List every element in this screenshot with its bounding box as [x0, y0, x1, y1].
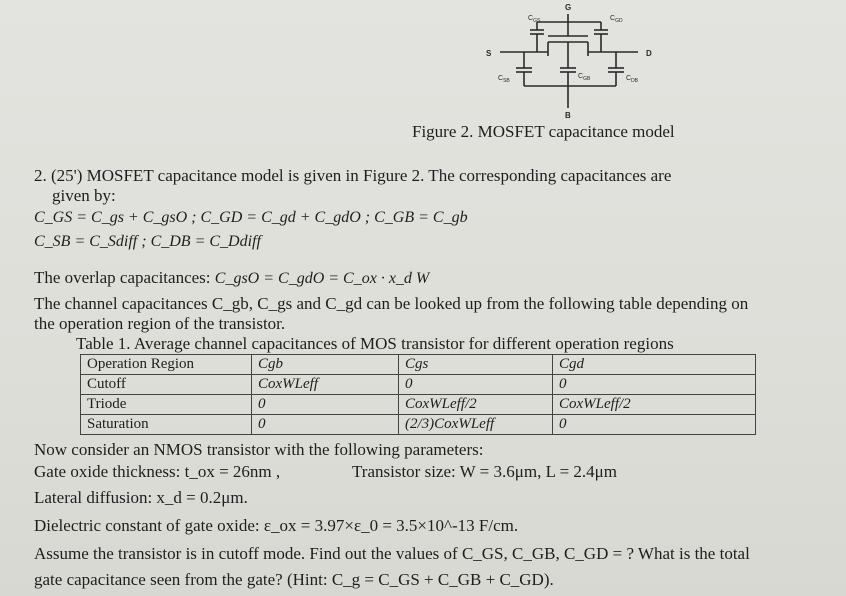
figure-caption: Figure 2. MOSFET capacitance model	[412, 122, 675, 141]
table-title: Table 1. Average channel capacitances of MOS transistor for different operation regions	[76, 334, 674, 353]
equation-junction-caps: C_SB = C_Sdiff ; C_DB = C_Ddiff	[34, 233, 261, 250]
table-cell: Triode	[81, 395, 252, 415]
overlap-equation: C_gsO = C_gdO = C_ox · x_d W	[214, 270, 430, 287]
cgd-label-sub: GD	[615, 18, 623, 24]
table-header-cell: Operation Region	[81, 355, 252, 375]
cgb-label: C	[578, 73, 584, 80]
cdb-label: C	[626, 75, 632, 82]
param-lateral-diffusion: Lateral diffusion: x_d = 0.2μm.	[34, 488, 248, 507]
svg-text:CGD	[610, 15, 623, 24]
param-dielectric: Dielectric constant of gate oxide: ε_ox = 3.97×ε_0 = 3.5×10^-13 F/cm.	[34, 516, 519, 535]
question-assume: Assume the transistor is in cutoff mode. Find out the values of C_GS, C_GB, C_GD = ? What is the total	[34, 544, 750, 563]
table-header-cell: Cgd	[553, 355, 756, 375]
table-row	[81, 395, 756, 415]
table-row	[81, 415, 756, 435]
channel-text-line2: the operation region of the transistor.	[34, 314, 286, 333]
table-cell: (2/3)CoxWLeff	[399, 415, 553, 435]
svg-text:CGB	[578, 73, 591, 82]
table-cell: CoxWLeff/2	[399, 395, 553, 415]
csb-label: C	[498, 75, 504, 82]
table-cell: Cutoff	[81, 375, 252, 395]
cgd-label: C	[610, 15, 616, 22]
table-header-row	[81, 355, 756, 375]
overlap-label-text: The overlap capacitances:	[34, 268, 211, 287]
svg-text:CGS	[528, 15, 541, 24]
svg-text:CDB	[626, 75, 639, 84]
mosfet-capacitance-diagram	[470, 0, 690, 124]
drain-label: D	[646, 49, 652, 58]
cgs-label: C	[528, 15, 534, 22]
source-label: S	[486, 49, 492, 58]
question-text-line1: 2. (25') MOSFET capacitance model is given in Figure 2. The corresponding capacitances are	[34, 166, 672, 185]
param-transistor-size: Transistor size: W = 3.6μm, L = 2.4μm	[352, 462, 618, 481]
bulk-label: B	[565, 111, 571, 120]
csb-label-sub: SB	[503, 78, 510, 84]
table-cell: Saturation	[81, 415, 252, 435]
question-text-line2: given by:	[52, 186, 116, 205]
table-cell: 0	[252, 415, 399, 435]
table-cell: 0	[553, 375, 756, 395]
param-oxide-thickness: Gate oxide thickness: t_ox = 26nm ,	[34, 462, 281, 481]
table-header-cell: Cgs	[399, 355, 553, 375]
table-header-cell: Cgb	[252, 355, 399, 375]
equation-gate-caps: C_GS = C_gs + C_gsO ; C_GD = C_gd + C_gdO ; C_GB = C_gb	[34, 209, 468, 226]
table-row	[81, 375, 756, 395]
svg-text:CSB	[498, 75, 510, 84]
cdb-label-sub: DB	[631, 78, 639, 84]
capacitance-table	[80, 354, 756, 435]
cgb-label-sub: GB	[583, 76, 591, 82]
table-cell: CoxWLeff/2	[553, 395, 756, 415]
table-cell: 0	[252, 395, 399, 415]
table-cell: 0	[553, 415, 756, 435]
gate-label: G	[565, 3, 572, 12]
cgs-label-sub: GS	[533, 18, 541, 24]
question-hint: gate capacitance seen from the gate? (Hint: C_g = C_GS + C_GB + C_GD).	[34, 570, 554, 589]
table-cell: 0	[399, 375, 553, 395]
overlap-label	[34, 268, 429, 289]
channel-text-line1: The channel capacitances C_gb, C_gs and C_gd can be looked up from the following table depending on	[34, 294, 749, 313]
table-cell: CoxWLeff	[252, 375, 399, 395]
params-intro: Now consider an NMOS transistor with the following parameters:	[34, 440, 484, 459]
